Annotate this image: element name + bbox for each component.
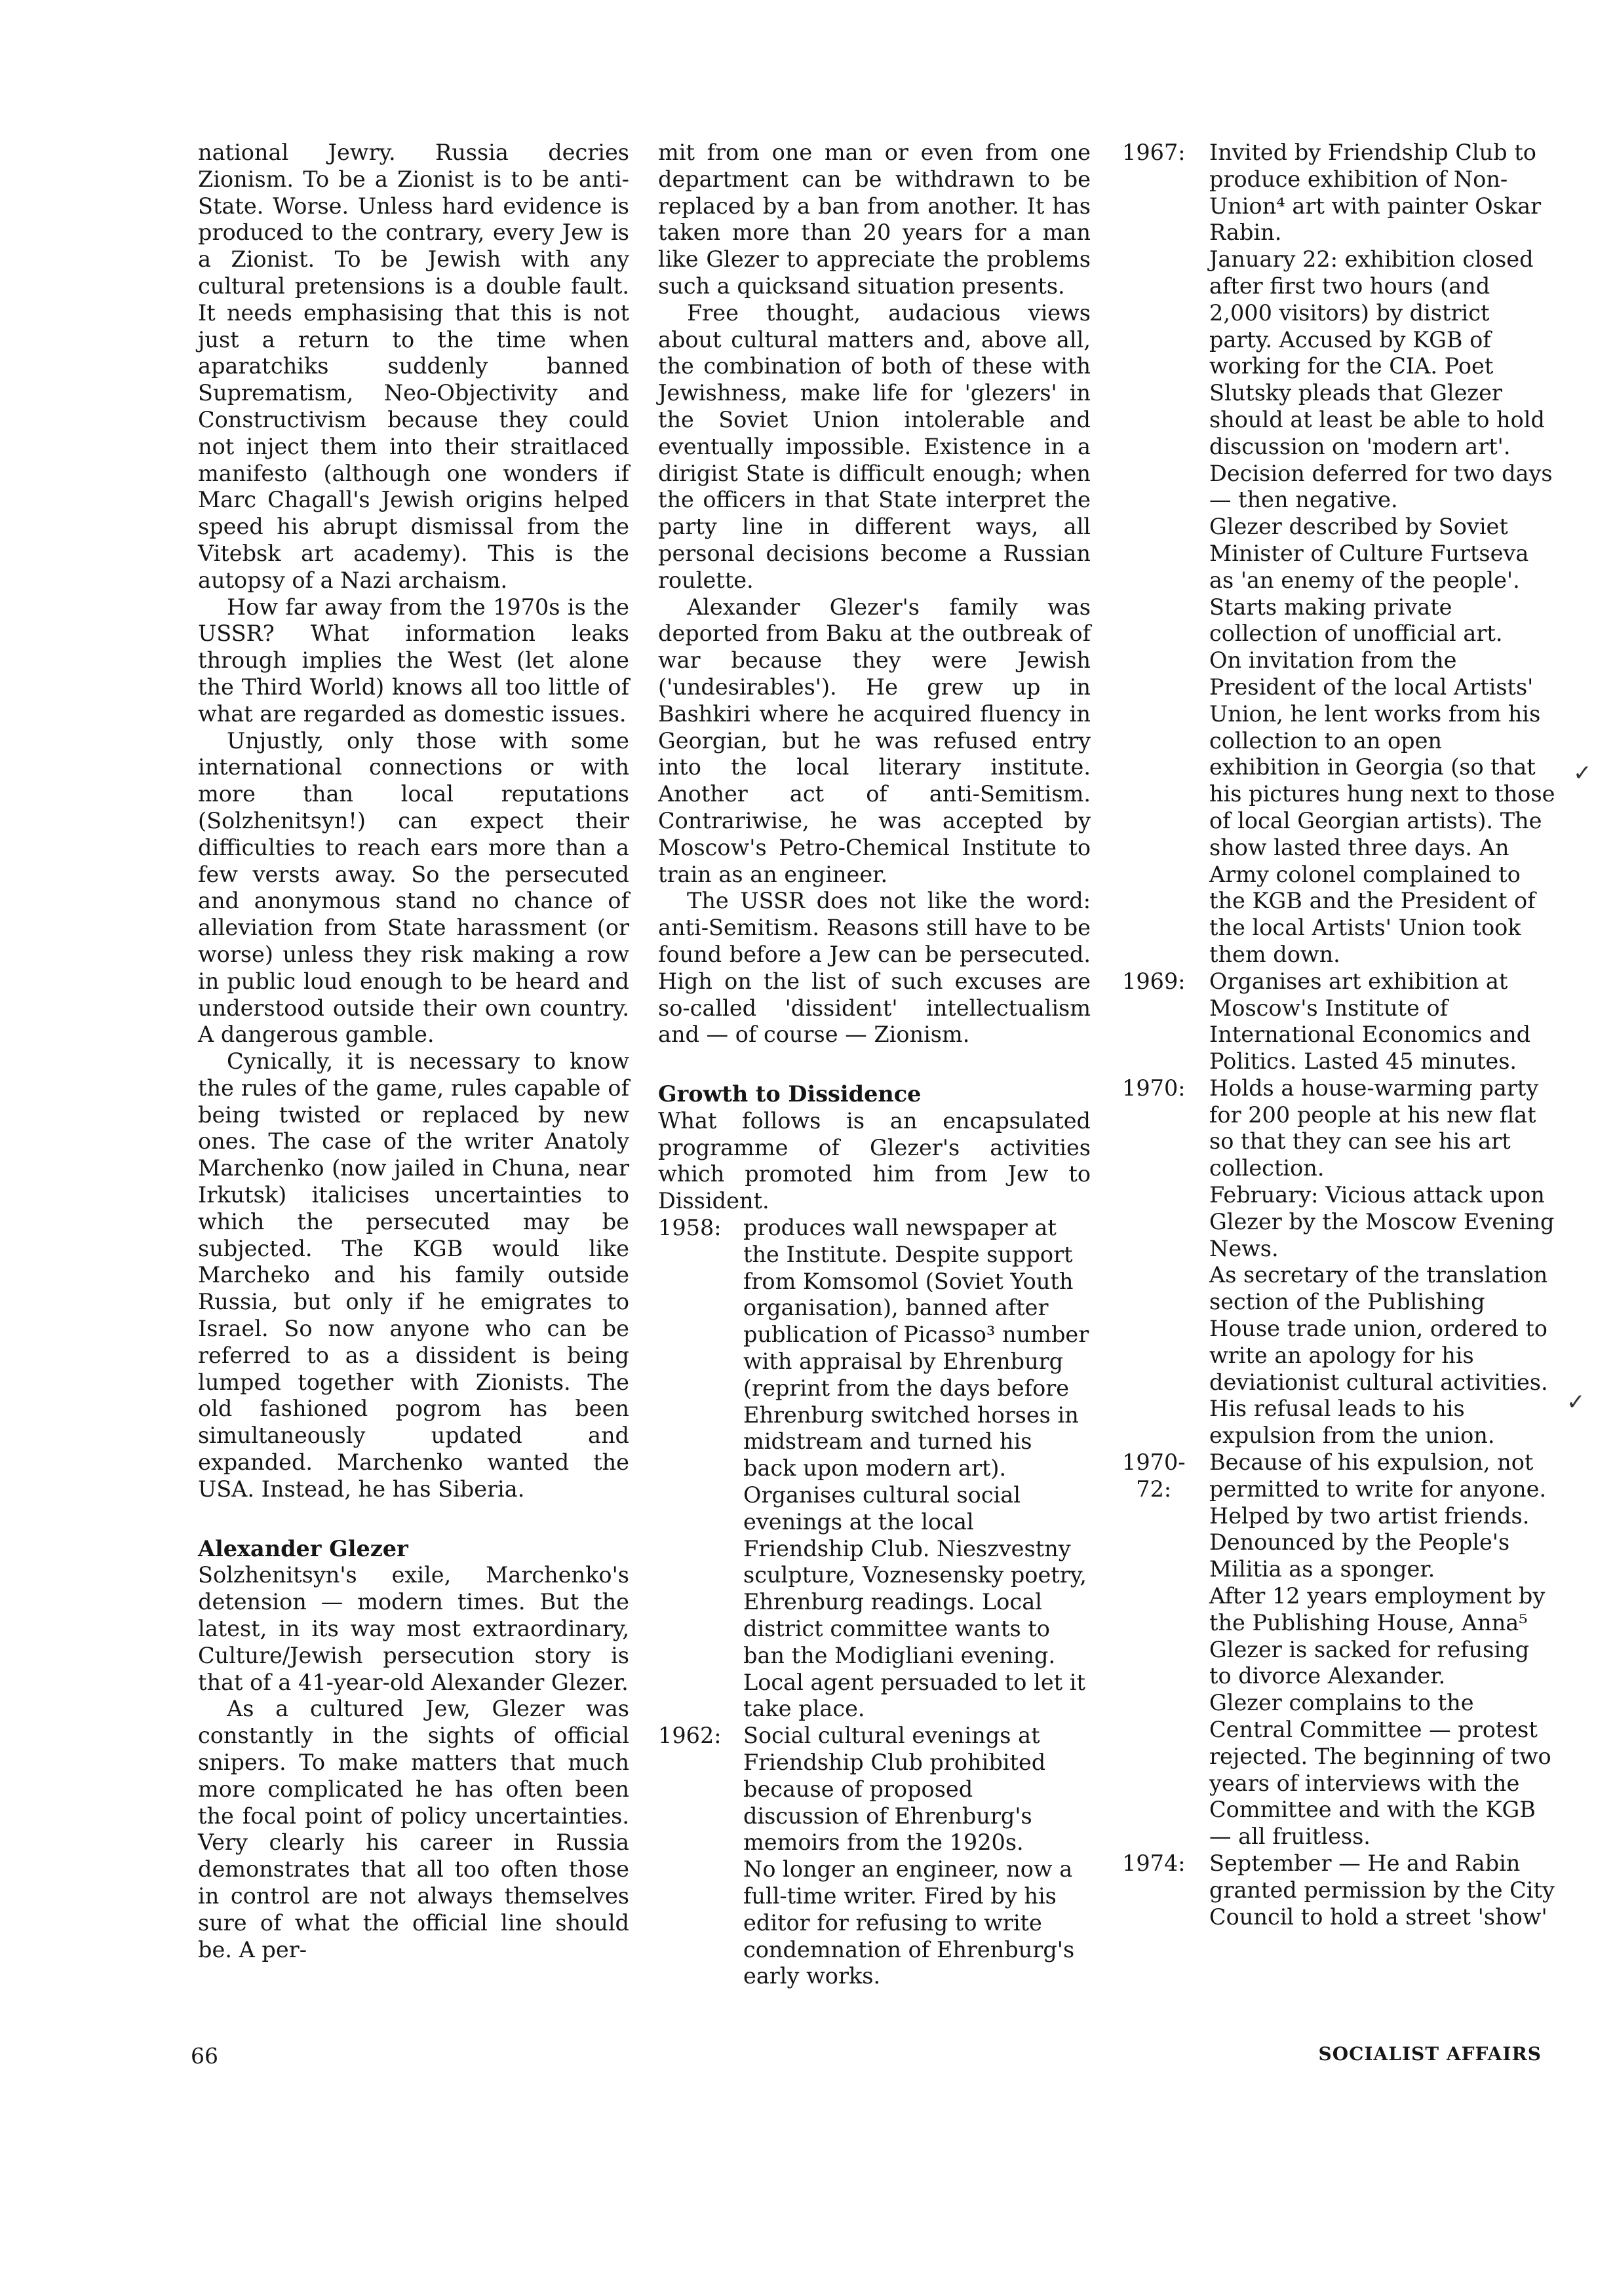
paragraph: Free thought, audacious views about cultural matters and, above all, the combination of both of these with Jewishness, make life for 'glezers' in the Soviet Union intolerable and eventually impossible. Existence in a dirigist State is difficult enough; when the officers in that State interpret the party line in different ways, all personal decisions become a Russian roulette. [658,299,1091,593]
timeline-year: 1958: [658,1215,722,1241]
paragraph: Solzhenitsyn's exile, Marchenko's detension — modern times. But the latest, in its way most extraordinary, Culture/Jewish persecution story is that of a 41-year-old Alexander Glezer. [198,1562,629,1695]
timeline-text: Organises art exhibition at Moscow's Institute of International Economics and Politics. Lasted 45 minutes. [1209,968,1531,1075]
paragraph: What follows is an encapsulated programme of Glezer's activities which promoted him from Jew to Dissident. [658,1107,1091,1214]
timeline-year: 1970: [1122,1075,1186,1101]
timeline-text: On invitation from the President of the local Artists' Union, he lent works from his collection to an open exhibition in Georgia (so that his pictures hung next to those of local Georgian artists). The show lasted three days. An Army colonel complained to the KGB and the President of the local Artists' Union took them down. [1209,647,1555,967]
section-heading-alexander-glezer: Alexander Glezer [198,1535,408,1561]
timeline-entry [1122,140,1557,968]
timeline-year: 1969: [1122,968,1186,994]
timeline-year: 1967: [1122,140,1186,165]
timeline-text: No longer an engineer, now a full-time writer. Fired by his editor for refusing to write condemnation of Ehrenburg's early works. [743,1856,1075,1989]
timeline-text: As secretary of the translation section of the Publishing House trade union, ordered to write an apology for his deviationist cultural activities. His refusal leads to his expulsion from the union. [1209,1262,1548,1449]
timeline-text: Glezer complains to the Central Committee — protest rejected. The beginning of two years of interviews with the Committee and with the KGB — all fruitless. [1209,1690,1551,1850]
journal-title: SOCIALIST AFFAIRS [1318,2043,1542,2065]
timeline-text: September — He and Rabin granted permission by the City Council to hold a street 'show' [1209,1850,1555,1930]
timeline-text: Starts making private collection of unofficial art. [1209,594,1503,647]
page-number: 66 [191,2043,218,2069]
paragraph: Alexander Glezer's family was deported from Baku at the outbreak of war because they were Jewish ('undesirables'). He grew up in Bashkiri where he acquired fluency in Georgian, but he was refused entry into the local literary institute. Another act of anti-Semitism. Contrariwise, he was accepted by Moscow's Petro-Chemical Institute to train as an engineer. [658,594,1091,887]
timeline-entry [658,1723,1091,1990]
margin-tick-mark: ✓ [1566,1389,1586,1415]
column-left [198,140,629,1963]
timeline-entry [1122,968,1557,1075]
timeline-text: February: Vicious attack upon Glezer by the Moscow Evening News. [1209,1182,1555,1261]
timeline-text: January 22: exhibition closed after first two hours (and 2,000 visitors) by district party. Accused by KGB of working for the CIA. Poet Slutsky pleads that Glezer should at least be able to hold discussion on 'modern art'. Decision deferred for two days — then negative. [1209,246,1553,513]
timeline-year: 1970- 72: [1122,1449,1186,1502]
paragraph: The USSR does not like the word: anti-Semitism. Reasons still have to be found before a Jew can be persecuted. High on the list of such excuses are so-called 'dissident' intellectualism and — of course — Zionism. [658,888,1091,1048]
timeline-text: Because of his expulsion, not permitted to write for anyone. Helped by two artist friends. Denounced by the People's Militia as a sponger. [1209,1449,1547,1582]
paragraph: Unjustly, only those with some international connections or with more than local reputations (Solzhenitsyn!) can expect their difficulties to reach ears more than a few versts away. So the persecuted and anonymous stand no chance of alleviation from State harassment (or worse) unless they risk making a row in public loud enough to be heard and understood outside their own country. A dangerous gamble. [198,727,629,1048]
paragraph: mit from one man or even from one department can be withdrawn to be replaced by a ban from another. It has taken more than 20 years for a man like Glezer to appreciate the problems such a quicksand situation presents. [658,140,1091,299]
margin-tick-mark: ✓ [1573,760,1592,786]
timeline-year: 1974: [1122,1850,1186,1876]
paragraph: How far away from the 1970s is the USSR? What information leaks through implies the West (let alone the Third World) knows all too little of what are regarded as domestic issues. [198,594,629,727]
timeline-text: Glezer described by Soviet Minister of Culture Furtseva as 'an enemy of the people'. [1209,514,1529,593]
timeline-text: produces wall newspaper at the Institute. Despite support from Komsomol (Soviet Youth organisation), banned after publication of Picasso³ number with appraisal by Ehrenburg (reprint from the days before Ehrenburg switched horses in midstream and turned his back upon modern art). [743,1215,1089,1482]
timeline-year: 1962: [658,1723,722,1749]
paragraph: Cynically, it is necessary to know the rules of the game, rules capable of being twisted or replaced by new ones. The case of the writer Anatoly Marchenko (now jailed in Chuna, near Irkutsk) italicises uncertainties to which the persecuted may be subjected. The KGB would like Marcheko and his family outside Russia, but only if he emigrates to Israel. So now anyone who can be referred to as a dissident is being lumped together with Zionists. The old fashioned pogrom has been simultaneously updated and expanded. Marchenko wanted the USA. Instead, he has Siberia. [198,1048,629,1502]
paragraph: As a cultured Jew, Glezer was constantly in the sights of official snipers. To make matters that much more complicated he has often been the focal point of policy uncertainties. Very clearly his career in Russia demonstrates that all too often those in control are not always themselves sure of what the official line should be. A per- [198,1696,629,1962]
timeline-entry [1122,1850,1557,1930]
column-middle [658,140,1091,1990]
timeline-text: Social cultural evenings at Friendship Club prohibited because of proposed discussion of Ehrenburg's memoirs from the 1920s. [743,1723,1046,1856]
timeline-text: Organises cultural social evenings at the local Friendship Club. Nieszvestny sculpture, Voznesensky poetry, Ehrenburg readings. Local district committee wants to ban the Modigliani evening. Local agent persuaded to let it take place. [743,1482,1087,1722]
timeline-text: After 12 years employment by the Publishing House, Anna⁵ Glezer is sacked for refusing to divorce Alexander. [1209,1583,1546,1689]
timeline-entry [1122,1075,1557,1449]
timeline-text: Invited by Friendship Club to produce exhibition of Non-Union⁴ art with painter Oskar Rabin. [1209,140,1542,246]
timeline-entry [658,1215,1091,1723]
section-heading-growth-to-dissidence: Growth to Dissidence [658,1081,922,1107]
timeline-entry [1122,1449,1557,1850]
paragraph: national Jewry. Russia decries Zionism. To be a Zionist is to be anti-State. Worse. Unless hard evidence is produced to the contrary, every Jew is a Zionist. To be Jewish with any cultural pretensions is a double fault. It needs emphasising that this is not just a return to the time when aparatchiks suddenly banned Suprematism, Neo-Objectivity and Constructivism because they could not inject them into their straitlaced manifesto (although one wonders if Marc Chagall's Jewish origins helped speed his abrupt dismissal from the Vitebsk art academy). This is the autopsy of a Nazi archaism. [198,140,629,593]
timeline-text: Holds a house-warming party for 200 people at his new flat so that they can see his art collection. [1209,1075,1539,1181]
column-right [1122,140,1557,1930]
